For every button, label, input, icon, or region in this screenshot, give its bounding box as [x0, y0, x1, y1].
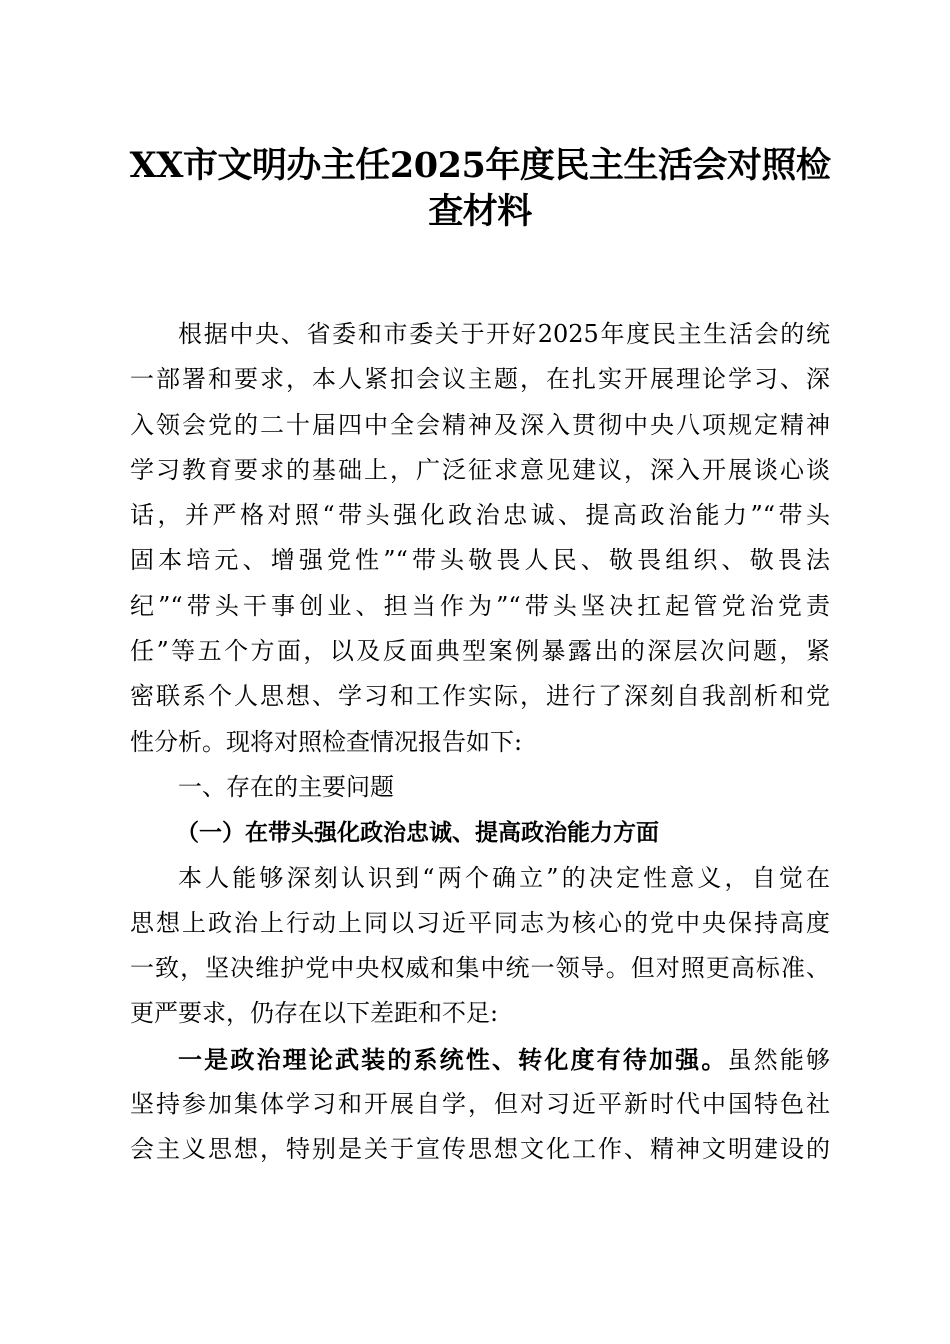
paragraph-line: 本人能够深刻认识到“两个确立”的决定性意义，自觉在 [178, 863, 830, 892]
intro-line: 话，并严格对照“带头强化政治忠诚、提高政治能力”“带头 [130, 501, 830, 530]
paragraph-line: 坚持参加集体学习和开展自学，但对习近平新时代中国特色社 [130, 1090, 830, 1119]
intro-line: 一部署和要求，本人紧扣会议主题，在扎实开展理论学习、深 [130, 365, 830, 394]
intro-line: 性分析。现将对照检查情况报告如下: [130, 727, 523, 756]
paragraph-line: 思想上政治上行动上同以习近平同志为核心的党中央保持高度 [130, 908, 830, 937]
intro-line: 根据中央、省委和市委关于开好2025年度民主生活会的统 [178, 320, 830, 348]
document-title [120, 143, 840, 235]
document-body [130, 312, 830, 1173]
subsection-heading: （一）在带头强化政治忠诚、提高政治能力方面 [176, 819, 659, 847]
title-line-2: 查材料 [428, 191, 532, 232]
intro-line: 固本培元、增强党性”“带头敬畏人民、敬畏组织、敬畏法 [130, 546, 830, 575]
point-first-line [130, 1037, 830, 1082]
intro-paragraph [130, 312, 830, 765]
paragraph-line: 会主义思想，特别是关于宣传思想文化工作、精神文明建设的 [130, 1135, 830, 1164]
point-paragraph [130, 1037, 830, 1173]
paragraph-line: 更严要求，仍存在以下差距和不足: [130, 999, 499, 1028]
point-lead-bold: 一是政治理论武装的系统性、转化度有待加强。 [178, 1044, 728, 1074]
intro-line: 入领会党的二十届四中全会精神及深入贯彻中央八项规定精神 [130, 410, 830, 439]
section-heading: 一、存在的主要问题 [178, 772, 394, 801]
intro-line: 密联系个人思想、学习和工作实际，进行了深刻自我剖析和党 [130, 682, 830, 711]
paragraph-line: 一致，坚决维护党中央权威和集中统一领导。但对照更高标准、 [130, 954, 830, 983]
intro-line: 任”等五个方面，以及反面典型案例暴露出的深层次问题，紧 [130, 637, 830, 666]
intro-line: 学习教育要求的基础上，广泛征求意见建议，深入开展谈心谈 [130, 455, 830, 484]
subsection-paragraph [130, 856, 830, 1037]
title-line-1: XX市文明办主任2025年度民主生活会对照检 [129, 145, 831, 186]
point-lead-rest: 虽然能够 [727, 1045, 830, 1074]
intro-line: 纪”“带头干事创业、担当作为”“带头坚决扛起管党治党责 [130, 591, 830, 620]
